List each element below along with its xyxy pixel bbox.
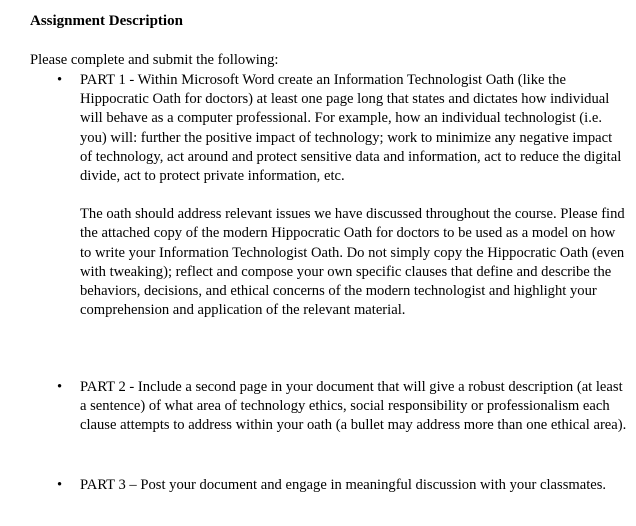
bullet-icon: • [57, 477, 63, 493]
bullet-icon: • [57, 379, 63, 395]
part-1-oath-guidance-paragraph: The oath should address relevant issues we have discussed throughout the course. Please find the attached copy of the modern Hippocratic Oath for doctors to be used as a model on how to write your Information Technologist Oath. Do not simply copy the Hippocratic Oath (even with tweaking); reflect and compose your own specific clauses that define and describe the behaviors, decisions, and ethical concerns of the modern technologist and highlight your comprehension and application of the relevant material. [80, 206, 625, 319]
part-3-paragraph: PART 3 – Post your document and engage in meaningful discussion with your classmates. [80, 477, 607, 493]
assignment-intro: Please complete and submit the following: [30, 52, 279, 68]
bullet-icon: • [57, 72, 63, 88]
part-1-paragraph: PART 1 - Within Microsoft Word create an Information Technologist Oath (like the Hippocratic Oath for doctors) at least one page long that states and dictates how individual will behave as a computer professional. For example, how an individual technologist (i.e. you) will: further the positive impact of technology; work to minimize any negative impact of technology, act around and protect sensitive data and information, act to reduce the digital divide, act to protect private information, etc. [80, 72, 622, 185]
part-2-paragraph: PART 2 - Include a second page in your document that will give a robust description (at least a sentence) of what area of technology ethics, social responsibility or professionalism each clause attempts to address within your oath (a bullet may address more than one ethical area). [80, 379, 627, 434]
assignment-heading: Assignment Description [30, 13, 183, 29]
